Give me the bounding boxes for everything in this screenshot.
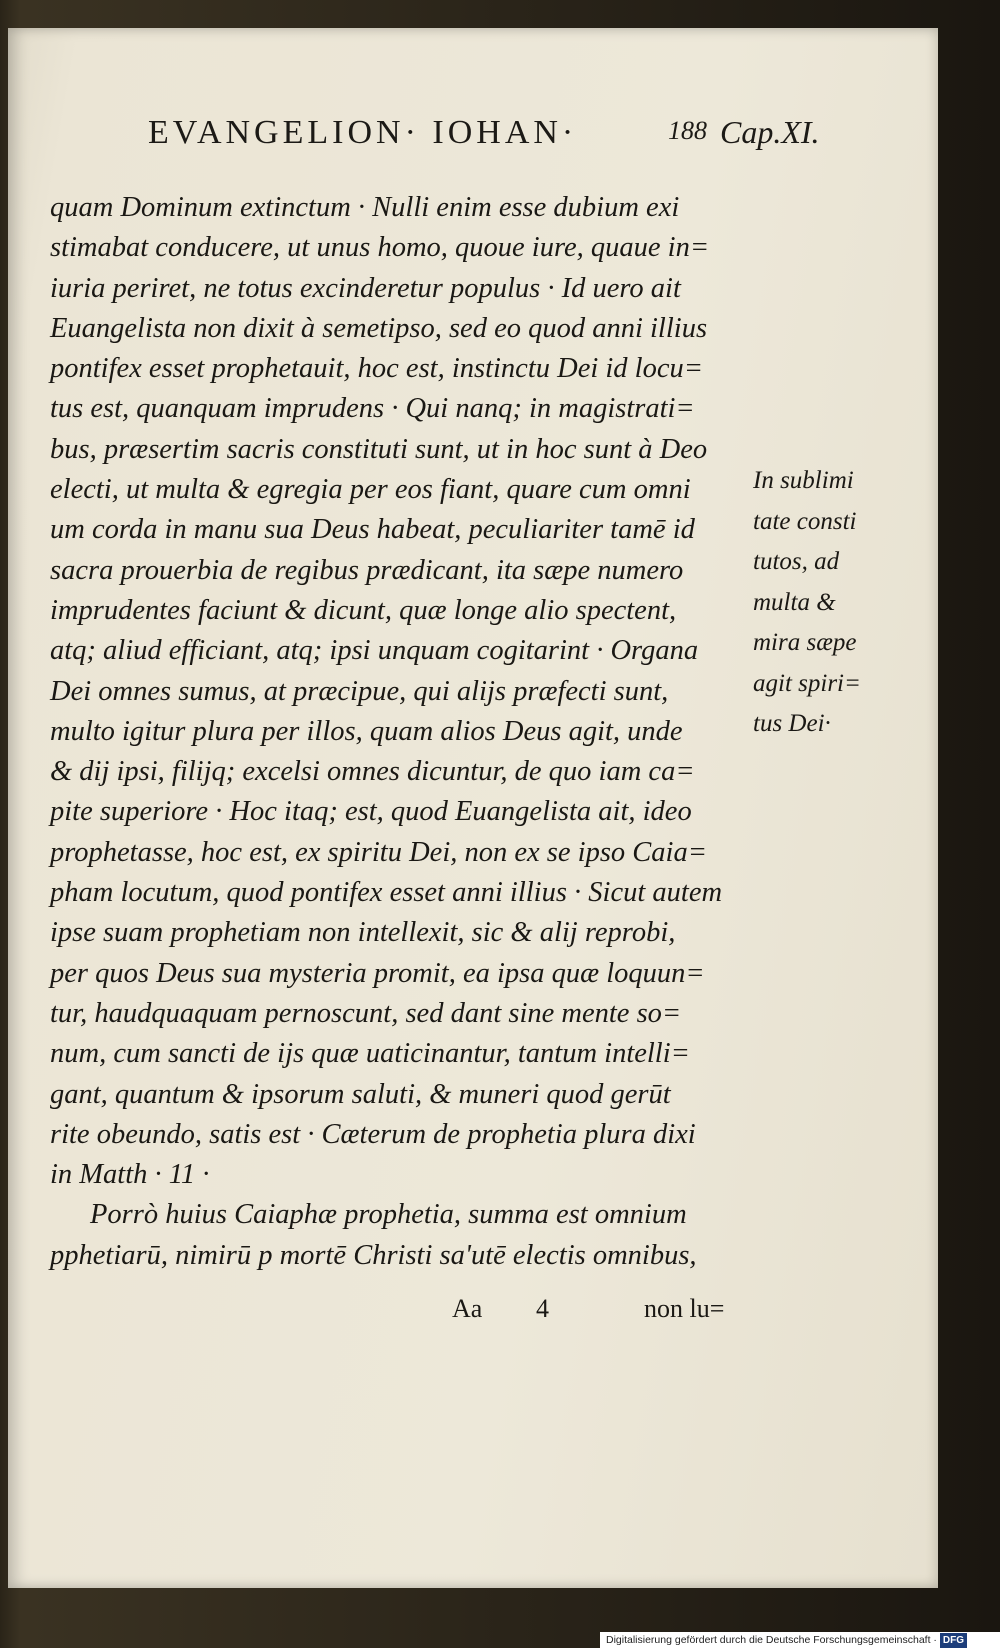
text-line: ipse suam prophetiam non intellexit, sic & alij reprobi, <box>50 917 676 949</box>
text-line: pontifex esset prophetauit, hoc est, instinctu Dei id locu= <box>50 353 703 385</box>
text-line: um corda in manu sua Deus habeat, peculiariter tamē id <box>50 514 695 546</box>
text-line: gant, quantum & ipsorum saluti, & muneri quod gerūt <box>50 1078 671 1110</box>
marginal-line: tutos, ad <box>753 548 840 575</box>
book-page <box>8 28 938 1588</box>
funding-credit <box>600 1632 1000 1648</box>
text-line: bus, præsertim sacris constituti sunt, ut in hoc sunt à Deo <box>50 433 708 465</box>
marginal-line: multa & <box>753 588 836 616</box>
text-line: pphetiarū, nimirū p mortē Christi sa'utē electis omnibus, <box>50 1239 697 1271</box>
text-line: imprudentes faciunt & dicunt, quæ longe alio spectent, <box>50 594 677 626</box>
text-line: num, cum sancti de ijs quæ uaticinantur, tantum intelli= <box>50 1038 690 1070</box>
marginal-note <box>753 461 903 745</box>
text-line: Euangelista non dixit à semetipso, sed eo quod anni illius <box>50 312 708 344</box>
text-line: stimabat conducere, ut unus homo, quoue iure, quaue in= <box>50 232 710 264</box>
text-line: quam Dominum extinctum · Nulli enim esse dubium exi <box>50 192 680 223</box>
page-number: 188 <box>668 116 707 145</box>
text-line-paragraph-start: Porrò huius Caiaphæ prophetia, summa est omnium <box>90 1199 687 1231</box>
catchword: non lu= <box>644 1294 725 1323</box>
text-line: atq; aliud efficiant, atq; ipsi unquam cogitarint · Organa <box>50 635 699 667</box>
body-text <box>50 188 750 1276</box>
marginal-line: In sublimi <box>753 467 854 494</box>
text-line: tur, haudquaquam pernoscunt, sed dant sine mente so= <box>50 997 682 1029</box>
signature-number: 4 <box>536 1294 549 1323</box>
chapter-label: Cap.XI. <box>720 114 820 150</box>
text-line: Dei omnes sumus, at præcipue, qui alijs præfecti sunt, <box>50 675 669 707</box>
text-line: rite obeundo, satis est · Cæterum de prophetia plura dixi <box>50 1118 696 1150</box>
marginal-line: mira sæpe <box>753 629 857 656</box>
text-line: in Matth · 11 · <box>50 1159 210 1191</box>
running-head-title: EVANGELION· IOHAN· <box>148 114 578 151</box>
dfg-logo: DFG <box>940 1633 967 1648</box>
text-line: & dij ipsi, filijq; excelsi omnes dicuntur, de quo iam ca= <box>50 756 695 788</box>
text-line: pite superiore · Hoc itaq; est, quod Euangelista ait, ideo <box>50 796 692 828</box>
text-line: prophetasse, hoc est, ex spiritu Dei, non ex se ipso Caia= <box>50 836 707 868</box>
signature-mark: Aa <box>452 1294 483 1323</box>
text-line: sacra prouerbia de regibus prædicant, ita sæpe numero <box>50 554 684 586</box>
text-line: multo igitur plura per illos, quam alios Deus agit, unde <box>50 715 683 747</box>
text-line: pham locutum, quod pontifex esset anni illius · Sicut autem <box>50 877 723 909</box>
funding-text: Digitalisierung gefördert durch die Deutsche Forschungsgemeinschaft · <box>606 1634 937 1646</box>
text-line: electi, ut multa & egregia per eos fiant, quare cum omni <box>50 474 691 506</box>
marginal-line: tus Dei· <box>753 710 831 737</box>
marginal-line: agit spiri= <box>753 669 861 697</box>
text-line: per quos Deus sua mysteria promit, ea ipsa quæ loquun= <box>50 957 705 989</box>
running-head <box>148 114 908 158</box>
text-line: tus est, quanquam imprudens · Qui nanq; in magistrati= <box>50 393 695 425</box>
text-line: iuria periret, ne totus excinderetur populus · Id uero ait <box>50 272 681 304</box>
marginal-line: tate consti <box>753 507 857 535</box>
